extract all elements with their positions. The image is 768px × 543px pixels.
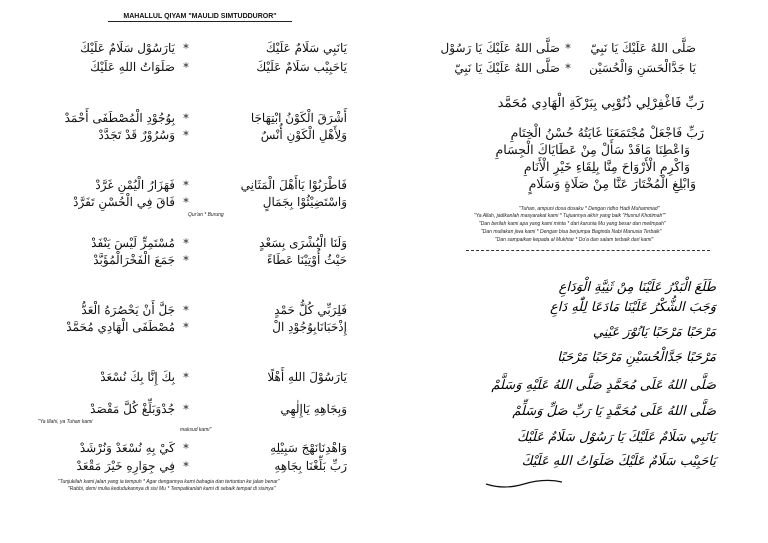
verse-right: أَشْرَقَ الْكَوْنُ ابْتِهَاجَا — [250, 111, 347, 125]
verse-left: صَلَّى اللهُ عَلَيْكَ يَا رَسُوْل — [440, 41, 560, 55]
calligraphy-line: يَانَبِي سَلَامٌ عَلَيْكَ يَا رَسُوْل سَلَامٌ عَلَيْكَ — [517, 430, 716, 445]
verse-left: فَهَزَارُ الْيُمْنِ غَرَّدْ — [95, 178, 175, 192]
verse-right: يَاحَبِيْب سَلَامٌ عَلَيْكَ — [256, 60, 347, 74]
verse-left: يَارَسُوْل سَلَامٌ عَلَيْكَ — [80, 41, 175, 55]
verse-left: جُدْوَبَلِّغْ كُلَّ مَقْصَدْ — [90, 402, 175, 416]
verse-row — [45, 253, 347, 267]
verse-row — [45, 402, 347, 416]
verse-right: يَارَسُوْلَ اللهِ أَهْلًا — [267, 370, 347, 384]
note-closing-1: "Tunjukilah kami jalan yang ia tempuh * Agar dengannya kami bahagia dan tertuntun ke jalan benar" — [58, 479, 280, 485]
note-ya-illahi: "Ya Illahi, ya Tuhan kami — [38, 419, 93, 425]
verse-left: فِي جِوَارِهِ خَيْرَ مَقْعَدْ — [76, 459, 175, 473]
calligraphy-line: صَلَّى اللهُ عَلَى مُحَمَّدٍ صَلَّى اللهُ عَلَيْهِ وَسَلَّمْ — [491, 378, 716, 393]
calligraphy-line: يَاحَبِيْب سَلَامٌ عَلَيْكَ صَلَوَاتُ اللهِ عَلَيْكَ — [521, 454, 716, 469]
star-separator: * — [183, 60, 189, 74]
verse-row — [45, 303, 347, 317]
verse-right: فَلِرَبِّي كُلُّ حَمْدٍ — [274, 303, 347, 317]
star-separator: * — [565, 61, 571, 75]
star-separator: * — [183, 320, 189, 334]
verse-right: وَاهْدِنَانَهْجَ سَبِيْلِهِ — [270, 441, 347, 455]
doa-line: وَابْلِغِ الْمُخْتَارَ عَنَّا مِنْ صَلَاةٍ وَسَلَامٍ — [528, 176, 696, 191]
verse-right: رَبِّ بَلِّغْنَا بِجَاهِهِ — [274, 459, 347, 473]
verse-row — [45, 370, 347, 384]
page-title: MAHALLUL QIYAM "MAULID SIMTUDDUROR" — [108, 13, 292, 22]
verse-row — [45, 60, 347, 74]
verse-row — [45, 128, 347, 142]
star-separator: * — [183, 111, 189, 125]
star-separator: * — [183, 253, 189, 267]
verse-left: بِوُجُوْدِ الْمُصْطَفَى أَحْمَدْ — [64, 111, 175, 125]
verse-left: فَاقَ فِي الْحُسْنِ تَفَرَّدْ — [73, 195, 175, 209]
note-quran: Qur'an * Burung — [188, 212, 224, 218]
calligraphy-line: وَجَبَ الشُّكْرُ عَلَيْنَا مَادَعَا لِلّٰهِ دَاعِ — [550, 300, 716, 315]
verse-right: وَلَنَا الْبُشْرَى بِسَعْدٍ — [259, 236, 347, 250]
doa-line: وَاكْرِمِ الْأَرْوَاحَ مِنَّا بِلِقَاءِ خَيْرِ الْأَنَامِ — [523, 159, 690, 174]
dashed-divider — [466, 250, 710, 251]
star-separator: * — [183, 128, 189, 142]
calligraphy-line: طَلَعَ الْبَدْرُ عَلَيْنَا مِنْ ثَنِيَّةِ الْوَدَاعِ — [558, 280, 716, 295]
doa-translation: "Dan berilah kami apa yang kami minta * dari karunia Mu yang besar dan melimpah" — [479, 221, 666, 227]
verse-row — [45, 111, 347, 125]
verse-left: كَيْ بِهِ نُسْعَدْ وَنُرْشَدْ — [79, 441, 175, 455]
calligraphy-line: مَرْحَبًا مَرْحَبًا يَانُوْرَ عَيْنِي — [592, 325, 716, 340]
doa-translation: "Tuhan, ampuni dosa dosaku * Dengan ridho Hadi Muhammad" — [519, 206, 660, 212]
star-separator: * — [183, 303, 189, 317]
verse-row — [440, 61, 696, 75]
star-separator: * — [183, 459, 189, 473]
doa-translation: "Dan sampaikan kepada al Mukhtar * Do'a dan salam terbaik dari kami" — [495, 237, 654, 243]
doa-translation: "Dan muliakan jiwa kami * Dengan bisa berjumpa Baginda Nabi Manusia Terbaik" — [481, 229, 662, 235]
star-separator: * — [183, 402, 189, 416]
doa-translation: "Ya Allah, jadikanlah masyarakat kami * Tujuannya akhir yang baik "Husnul Khotimah"" — [474, 213, 666, 219]
doa-line: رَبِّ فَاجْعَلْ مُجْتَمَعَنَا غَايَتُهُ حُسْنُ الْخِتَامِ — [510, 125, 704, 140]
doa-line: رَبِّ فَاغْفِرْلِي ذُنُوْبِي بِبَرْكَةِ الْهَادِي مُحَمَّد — [497, 96, 704, 111]
verse-row — [45, 178, 347, 192]
calligraphy-block — [484, 280, 716, 480]
verse-right: إِذْحَبَانَابِوُجُوْدِ الْ — [272, 320, 347, 334]
verse-row — [45, 441, 347, 455]
verse-row — [45, 320, 347, 334]
calligraphy-flourish-icon — [484, 478, 564, 490]
verse-row — [45, 195, 347, 209]
star-separator: * — [183, 41, 189, 55]
verse-row — [45, 236, 347, 250]
verse-right: يَانَبِي سَلَامٌ عَلَيْكَ — [265, 41, 347, 55]
verse-row — [440, 41, 696, 55]
verse-left: صَلَّى اللهُ عَلَيْكَ يَا نَبِيّ — [454, 61, 560, 75]
star-separator: * — [183, 195, 189, 209]
verse-right: يَا جَدَّالْحَسَنِ وَالْحُسَيْن — [589, 61, 696, 75]
verse-right: وَبِجَاهِهِ يَاإِلٰهِي — [280, 402, 347, 416]
verse-left: صَلَوَاتُ اللهِ عَلَيْكَ — [90, 60, 175, 74]
star-separator: * — [183, 370, 189, 384]
verse-left: جَلَّ أَنْ يَحْصُرَهُ الْعَدُّ — [81, 303, 175, 317]
verse-left: جَمَعَ الْفَخْرَالْمُؤَبَّدْ — [93, 253, 175, 267]
note-closing-2: "Rabbi, demi mulia kedudukannya di sisi Mu * Tempatkanlah kami di sebaik tempat di sisinya" — [68, 486, 276, 492]
verse-row — [45, 41, 347, 55]
star-separator: * — [183, 236, 189, 250]
note-maksud: maksud kami" — [180, 427, 212, 433]
verse-right: حَيْثُ أُوْتِيْنَا عَطَاءً — [266, 253, 347, 267]
verse-right: فَاطْرَبُوْا يَاأَهْلَ الْمَثَانِي — [240, 178, 347, 192]
verse-left: وَسُرُوْرٌ قَدْ تَجَدَّدْ — [98, 128, 175, 142]
verse-right: صَلَّى اللهُ عَلَيْكَ يَا نَبِيّ — [590, 41, 696, 55]
verse-left: مُسْتَمِرٍّ لَيْسَ يَنْفَدْ — [91, 236, 175, 250]
doa-line: وَاعْطِنَا مَاقَدْ سَأَلْ مِنْ عَطَايَاكَ الْجِسَامِ — [495, 142, 690, 157]
star-separator: * — [183, 441, 189, 455]
verse-row — [45, 459, 347, 473]
verse-left: مُصْطَفَى الْهَادِي مُحَمَّدْ — [66, 320, 175, 334]
star-separator: * — [183, 178, 189, 192]
calligraphy-line: صَلَّى اللهُ عَلَى مُحَمَّدٍ يَا رَبِّ صَلِّ وَسَلِّمْ — [512, 404, 716, 419]
verse-right: وَاسْتَضِيْئُوْا بِجَمَالٍ — [262, 195, 347, 209]
verse-right: وَلِأَهْلِ الْكَوْنِ أُنْسٌ — [260, 128, 347, 142]
calligraphy-line: مَرْحَبًا جَدَّالْحُسَيْنِ مَرْحَبًا مَرْحَبًا — [557, 350, 716, 365]
verse-left: بِكَ إِنَّا بِكَ نُسْعَدْ — [100, 370, 175, 384]
star-separator: * — [565, 41, 571, 55]
